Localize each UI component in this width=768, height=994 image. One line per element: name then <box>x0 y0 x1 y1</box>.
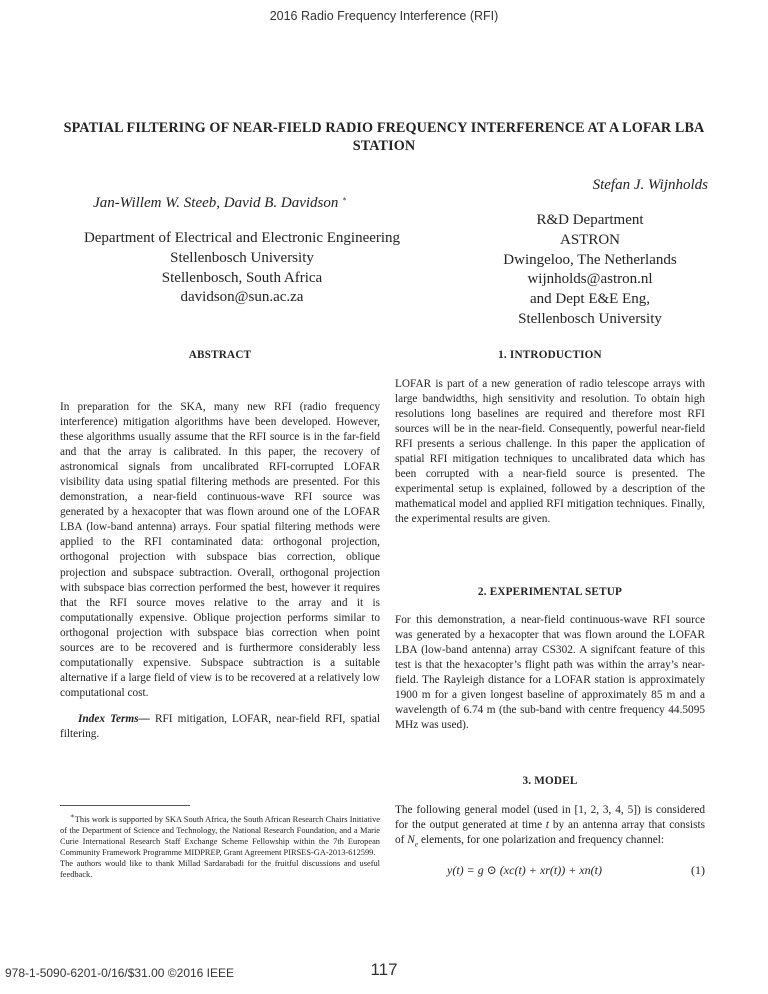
copyright-footer: 978-1-5090-6201-0/16/$31.00 ©2016 IEEE <box>5 966 235 980</box>
index-terms <box>60 712 380 742</box>
var-n: N <box>407 834 415 847</box>
affiliation-line: Department of Electrical and Electronic Engineering <box>83 230 401 246</box>
equation-number: (1) <box>691 863 705 877</box>
equation-formula: y(t) = g ⊙ (xc(t) + xr(t)) + xn(t) <box>447 863 602 877</box>
affiliation-line: Stellenbosch University <box>170 249 314 266</box>
footnote-marker: ∗ <box>70 812 75 820</box>
model-heading: 3. MODEL <box>522 775 578 787</box>
authors-right-affiliation <box>462 211 718 330</box>
setup-body: For this demonstration, a near-field continuous-wave RFI source was generated by a hexacopter that was flown around the LOFAR LBA (low-band antenna) array CS302. A signifcant feature of this test is that the hexacopter’s flight path was within the array’s near-field. The Rayleigh distance for a LOFAR station is approximately 1900 m for a given longest baseline of approximately 85 m and a wavelength of 6.74 m (the sub-band with centre frequency 44.5095 MHz was used). <box>395 614 705 732</box>
affiliation-line: R&D Department <box>536 212 644 228</box>
authors-left-names <box>60 195 380 212</box>
footnote <box>60 811 380 880</box>
footnote-text: This work is supported by SKA South Africa, the South African Research Chairs Initiative of the Department of Science and Technology, the National Research Foundation, and a Marie Curie International Research Staff Exchange Scheme Fellowship within the 7th European Community Framework Programme MIDPREP, Grant Agreement PIRSES-GA-2013-612599. <box>60 814 380 858</box>
abstract-heading: ABSTRACT <box>188 349 252 361</box>
author-email: wijnholds@astron.nl <box>527 271 653 288</box>
paper-title: SPATIAL FILTERING OF NEAR-FIELD RADIO FREQUENCY INTERFERENCE AT A LOFAR LBA STATION <box>63 120 705 154</box>
abstract-text: In preparation for the SKA, many new RFI (radio frequency interference) mitigation algorithms have been developed. However, these algorithms usually assume that the RFI source is in the far-field and that the array is calibrated. In this paper, the recovery of astronomical signals from uncalibrated RFI-corrupted LOFAR visibility data using spatial filtering methods are presented. For this demonstration, a near-field continuous-wave RFI source was generated by a hexacopter that was flown around one of the LOFAR LBA (low-band antenna) arrays. Four spatial filtering methods were applied to the RFI contaminated data: orthogonal projection, orthogonal projection with subspace bias correction, oblique projection and subspace subtraction. Overall, orthogonal projection with subspace bias correction performed the best, however it requires that the RFI source moves relative to the array and it is computationally expensive. Oblique projection performs similar to orthogonal projection with subspace bias correction when point sources are to be recovered and is furthermore considerably less computationally expensive. Subspace subtraction is a suitable alternative if a large field of view is to be recovered at a relatively low computational cost. <box>60 401 380 699</box>
affiliation-line: Dwingeloo, The Netherlands <box>503 251 677 268</box>
running-header: 2016 Radio Frequency Interference (RFI) <box>269 9 499 23</box>
footnote-thanks: The authors would like to thank Millad Sardarabadi for the fruitful discussions and useful feedback. <box>60 859 380 880</box>
author-email: davidson@sun.ac.za <box>180 289 304 306</box>
model-body <box>395 803 705 851</box>
intro-heading: 1. INTRODUCTION <box>498 349 602 361</box>
footnote-rule <box>60 805 190 806</box>
affiliation-line: Stellenbosch University <box>518 310 662 327</box>
authors-left-affiliation <box>72 229 412 308</box>
authors-right-names: Stefan J. Wijnholds <box>592 177 708 193</box>
model-text-a: The following general model (used in [1, 2, 3, 4, 5]) is considered for the output generated at time <box>395 804 705 832</box>
model-text-b: by an antenna array that consists of <box>395 819 706 847</box>
affiliation-line: ASTRON <box>559 231 620 248</box>
footnote-marker: ∗ <box>342 195 347 203</box>
var-n-subscript: e <box>414 839 419 849</box>
affiliation-line: Stellenbosch, South Africa <box>161 269 323 286</box>
abstract-body <box>60 400 380 742</box>
index-terms-label: Index Terms— <box>78 712 150 725</box>
author-names: Jan-Willem W. Steeb, David B. Davidson <box>93 195 339 211</box>
setup-heading: 2. EXPERIMENTAL SETUP <box>477 586 623 598</box>
page-number: 117 <box>370 960 398 979</box>
intro-body: LOFAR is part of a new generation of radio telescope arrays with large bandwidths, high sensitivity and resolution. To obtain high resolutions long baselines are required and therefore most RFI sources will be in the near-field. Consequently, powerful near-field RFI presents a serious challenge. In this paper the application of spatial RFI mitigation techniques to uncalibrated data which has been corrupted with a near-field source is presented. The experimental setup is explained, followed by a description of the mathematical model and applied RFI mitigation techniques. Finally, the experimental results are given. <box>395 378 705 526</box>
affiliation-line: and Dept E&E Eng, <box>530 291 650 308</box>
index-terms-text: RFI mitigation, LOFAR, near-field RFI, spatial filtering. <box>60 712 380 740</box>
var-t: t <box>545 819 550 832</box>
model-text-c: elements, for one polarization and frequency channel: <box>420 834 665 847</box>
